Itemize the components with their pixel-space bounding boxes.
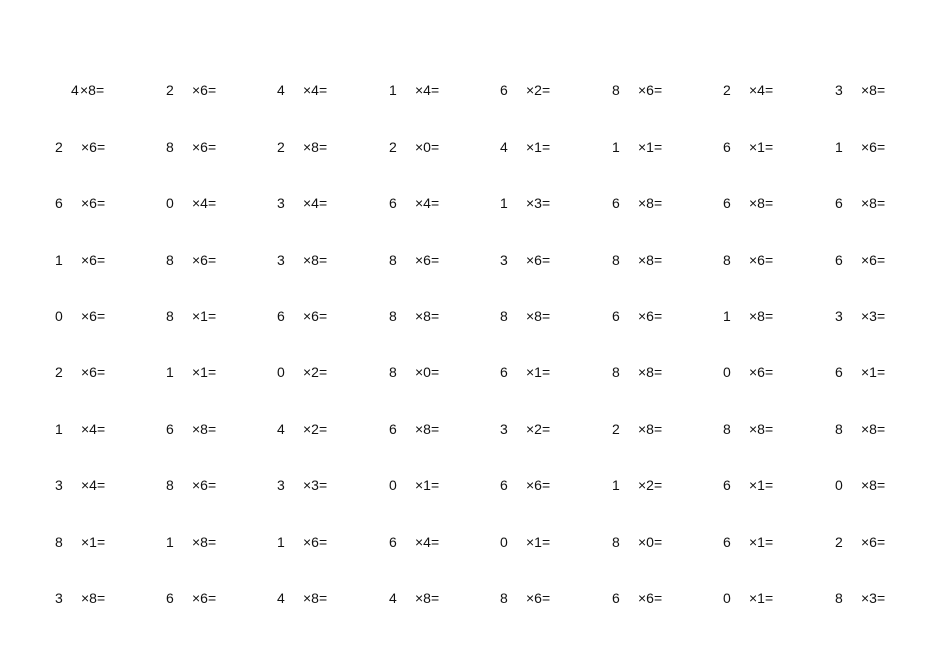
problem-operator-and-operand: ×6= xyxy=(192,82,217,98)
problem-operator-and-operand: ×1= xyxy=(749,139,774,155)
problem-first-operand: 3 xyxy=(277,477,285,493)
problem-first-operand: 0 xyxy=(723,364,731,380)
problem-first-operand: 2 xyxy=(835,534,843,550)
problem-operator-and-operand: ×8= xyxy=(192,534,217,550)
problem-first-operand: 1 xyxy=(55,421,63,437)
problem-operator-and-operand: ×3= xyxy=(861,590,886,606)
problem-first-operand: 2 xyxy=(55,139,63,155)
problem-first-operand: 0 xyxy=(723,590,731,606)
problem-operator-and-operand: ×2= xyxy=(638,477,663,493)
problem-first-operand: 0 xyxy=(389,477,397,493)
problem-first-operand: 4 xyxy=(277,421,285,437)
problem-operator-and-operand: ×0= xyxy=(415,364,440,380)
problem-first-operand: 8 xyxy=(55,534,63,550)
problem-first-operand: 2 xyxy=(723,82,731,98)
problem-first-operand: 6 xyxy=(723,139,731,155)
problem-first-operand: 3 xyxy=(835,308,843,324)
problem-operator-and-operand: ×8= xyxy=(749,308,774,324)
problem-first-operand: 8 xyxy=(612,534,620,550)
problem-first-operand: 8 xyxy=(389,308,397,324)
problem-first-operand: 8 xyxy=(612,82,620,98)
problem-first-operand: 0 xyxy=(166,195,174,211)
problem-first-operand: 4 xyxy=(277,82,285,98)
problem-operator-and-operand: ×1= xyxy=(192,308,217,324)
problem-first-operand: 8 xyxy=(835,590,843,606)
problem-operator-and-operand: ×1= xyxy=(526,139,551,155)
problem-operator-and-operand: ×8= xyxy=(638,195,663,211)
problem-operator-and-operand: ×6= xyxy=(81,252,106,268)
problem-first-operand: 6 xyxy=(723,477,731,493)
problem-first-operand: 4 xyxy=(500,139,508,155)
problem-operator-and-operand: ×6= xyxy=(303,534,328,550)
problem-first-operand: 1 xyxy=(612,139,620,155)
problem-first-operand: 8 xyxy=(166,308,174,324)
problem-operator-and-operand: ×8= xyxy=(861,195,886,211)
problem-operator-and-operand: ×8= xyxy=(303,139,328,155)
problem-operator-and-operand: ×8= xyxy=(80,82,105,98)
problem-first-operand: 2 xyxy=(389,139,397,155)
problem-operator-and-operand: ×4= xyxy=(303,82,328,98)
problem-operator-and-operand: ×8= xyxy=(861,477,886,493)
problem-operator-and-operand: ×8= xyxy=(749,421,774,437)
problem-first-operand: 8 xyxy=(166,477,174,493)
problem-operator-and-operand: ×4= xyxy=(303,195,328,211)
problem-operator-and-operand: ×0= xyxy=(638,534,663,550)
problem-first-operand: 0 xyxy=(835,477,843,493)
problem-operator-and-operand: ×0= xyxy=(415,139,440,155)
problem-first-operand: 0 xyxy=(277,364,285,380)
problem-first-operand: 3 xyxy=(500,421,508,437)
problem-first-operand: 0 xyxy=(55,308,63,324)
problem-first-operand: 1 xyxy=(612,477,620,493)
problem-operator-and-operand: ×1= xyxy=(749,477,774,493)
problem-operator-and-operand: ×6= xyxy=(192,477,217,493)
problem-operator-and-operand: ×1= xyxy=(526,364,551,380)
problem-operator-and-operand: ×8= xyxy=(526,308,551,324)
problem-first-operand: 4 xyxy=(71,82,79,98)
problem-first-operand: 6 xyxy=(500,364,508,380)
problem-operator-and-operand: ×6= xyxy=(749,364,774,380)
problem-operator-and-operand: ×8= xyxy=(81,590,106,606)
problem-operator-and-operand: ×1= xyxy=(81,534,106,550)
problem-operator-and-operand: ×6= xyxy=(81,139,106,155)
problem-first-operand: 3 xyxy=(500,252,508,268)
problem-first-operand: 3 xyxy=(835,82,843,98)
problem-first-operand: 8 xyxy=(500,308,508,324)
problem-first-operand: 1 xyxy=(500,195,508,211)
problem-operator-and-operand: ×8= xyxy=(638,421,663,437)
problem-first-operand: 1 xyxy=(835,139,843,155)
problem-operator-and-operand: ×8= xyxy=(861,421,886,437)
problem-operator-and-operand: ×6= xyxy=(749,252,774,268)
problem-first-operand: 6 xyxy=(500,82,508,98)
problem-first-operand: 8 xyxy=(835,421,843,437)
problem-first-operand: 3 xyxy=(277,252,285,268)
problem-operator-and-operand: ×8= xyxy=(638,252,663,268)
problem-operator-and-operand: ×1= xyxy=(861,364,886,380)
problem-operator-and-operand: ×8= xyxy=(749,195,774,211)
problem-first-operand: 6 xyxy=(612,590,620,606)
problem-operator-and-operand: ×1= xyxy=(192,364,217,380)
problem-operator-and-operand: ×3= xyxy=(303,477,328,493)
problem-first-operand: 8 xyxy=(166,252,174,268)
problem-operator-and-operand: ×4= xyxy=(81,477,106,493)
problem-operator-and-operand: ×6= xyxy=(638,590,663,606)
problem-operator-and-operand: ×1= xyxy=(638,139,663,155)
problem-operator-and-operand: ×6= xyxy=(81,364,106,380)
problem-operator-and-operand: ×4= xyxy=(192,195,217,211)
problem-first-operand: 6 xyxy=(835,252,843,268)
problem-operator-and-operand: ×6= xyxy=(192,252,217,268)
problem-operator-and-operand: ×6= xyxy=(81,195,106,211)
problem-first-operand: 8 xyxy=(723,252,731,268)
problem-first-operand: 1 xyxy=(166,364,174,380)
problem-operator-and-operand: ×8= xyxy=(415,421,440,437)
problem-first-operand: 4 xyxy=(389,590,397,606)
problem-first-operand: 8 xyxy=(612,252,620,268)
problem-first-operand: 3 xyxy=(277,195,285,211)
problem-first-operand: 8 xyxy=(500,590,508,606)
problem-first-operand: 6 xyxy=(612,308,620,324)
problem-operator-and-operand: ×2= xyxy=(526,82,551,98)
problem-first-operand: 6 xyxy=(723,534,731,550)
problem-operator-and-operand: ×2= xyxy=(303,421,328,437)
problem-operator-and-operand: ×6= xyxy=(192,590,217,606)
problem-operator-and-operand: ×6= xyxy=(526,477,551,493)
problem-operator-and-operand: ×6= xyxy=(415,252,440,268)
problem-operator-and-operand: ×8= xyxy=(415,590,440,606)
problem-first-operand: 1 xyxy=(723,308,731,324)
problem-first-operand: 8 xyxy=(166,139,174,155)
problem-operator-and-operand: ×1= xyxy=(749,534,774,550)
problem-first-operand: 1 xyxy=(389,82,397,98)
problem-first-operand: 8 xyxy=(612,364,620,380)
problem-first-operand: 2 xyxy=(55,364,63,380)
problem-first-operand: 6 xyxy=(389,421,397,437)
problem-operator-and-operand: ×6= xyxy=(861,252,886,268)
problem-operator-and-operand: ×6= xyxy=(861,139,886,155)
problem-first-operand: 2 xyxy=(166,82,174,98)
problem-operator-and-operand: ×8= xyxy=(638,364,663,380)
problem-operator-and-operand: ×6= xyxy=(638,82,663,98)
problem-first-operand: 1 xyxy=(277,534,285,550)
problem-first-operand: 8 xyxy=(389,252,397,268)
problem-operator-and-operand: ×2= xyxy=(526,421,551,437)
problem-first-operand: 6 xyxy=(500,477,508,493)
problem-operator-and-operand: ×6= xyxy=(192,139,217,155)
problem-first-operand: 6 xyxy=(277,308,285,324)
problem-operator-and-operand: ×2= xyxy=(303,364,328,380)
problem-first-operand: 4 xyxy=(277,590,285,606)
problem-operator-and-operand: ×3= xyxy=(526,195,551,211)
problem-operator-and-operand: ×8= xyxy=(192,421,217,437)
problem-operator-and-operand: ×1= xyxy=(526,534,551,550)
problem-first-operand: 6 xyxy=(389,534,397,550)
problem-first-operand: 6 xyxy=(835,195,843,211)
problem-first-operand: 6 xyxy=(835,364,843,380)
problem-first-operand: 6 xyxy=(723,195,731,211)
problem-first-operand: 2 xyxy=(277,139,285,155)
problem-operator-and-operand: ×4= xyxy=(415,82,440,98)
problem-operator-and-operand: ×6= xyxy=(526,590,551,606)
problem-operator-and-operand: ×8= xyxy=(861,82,886,98)
problem-operator-and-operand: ×8= xyxy=(303,252,328,268)
problem-first-operand: 1 xyxy=(166,534,174,550)
problem-first-operand: 6 xyxy=(389,195,397,211)
problem-operator-and-operand: ×3= xyxy=(861,308,886,324)
problem-first-operand: 2 xyxy=(612,421,620,437)
problem-operator-and-operand: ×6= xyxy=(81,308,106,324)
problem-operator-and-operand: ×1= xyxy=(749,590,774,606)
problem-first-operand: 6 xyxy=(612,195,620,211)
problem-first-operand: 8 xyxy=(723,421,731,437)
problem-operator-and-operand: ×4= xyxy=(81,421,106,437)
problem-operator-and-operand: ×8= xyxy=(415,308,440,324)
problem-operator-and-operand: ×6= xyxy=(526,252,551,268)
problem-first-operand: 1 xyxy=(55,252,63,268)
problem-first-operand: 3 xyxy=(55,590,63,606)
problem-operator-and-operand: ×8= xyxy=(303,590,328,606)
problem-first-operand: 3 xyxy=(55,477,63,493)
problem-operator-and-operand: ×4= xyxy=(415,195,440,211)
problem-operator-and-operand: ×6= xyxy=(861,534,886,550)
problem-operator-and-operand: ×6= xyxy=(638,308,663,324)
problem-first-operand: 6 xyxy=(166,590,174,606)
problem-operator-and-operand: ×6= xyxy=(303,308,328,324)
problem-first-operand: 0 xyxy=(500,534,508,550)
problem-operator-and-operand: ×1= xyxy=(415,477,440,493)
problem-first-operand: 6 xyxy=(166,421,174,437)
problem-first-operand: 6 xyxy=(55,195,63,211)
problem-operator-and-operand: ×4= xyxy=(415,534,440,550)
problem-first-operand: 8 xyxy=(389,364,397,380)
problem-operator-and-operand: ×4= xyxy=(749,82,774,98)
